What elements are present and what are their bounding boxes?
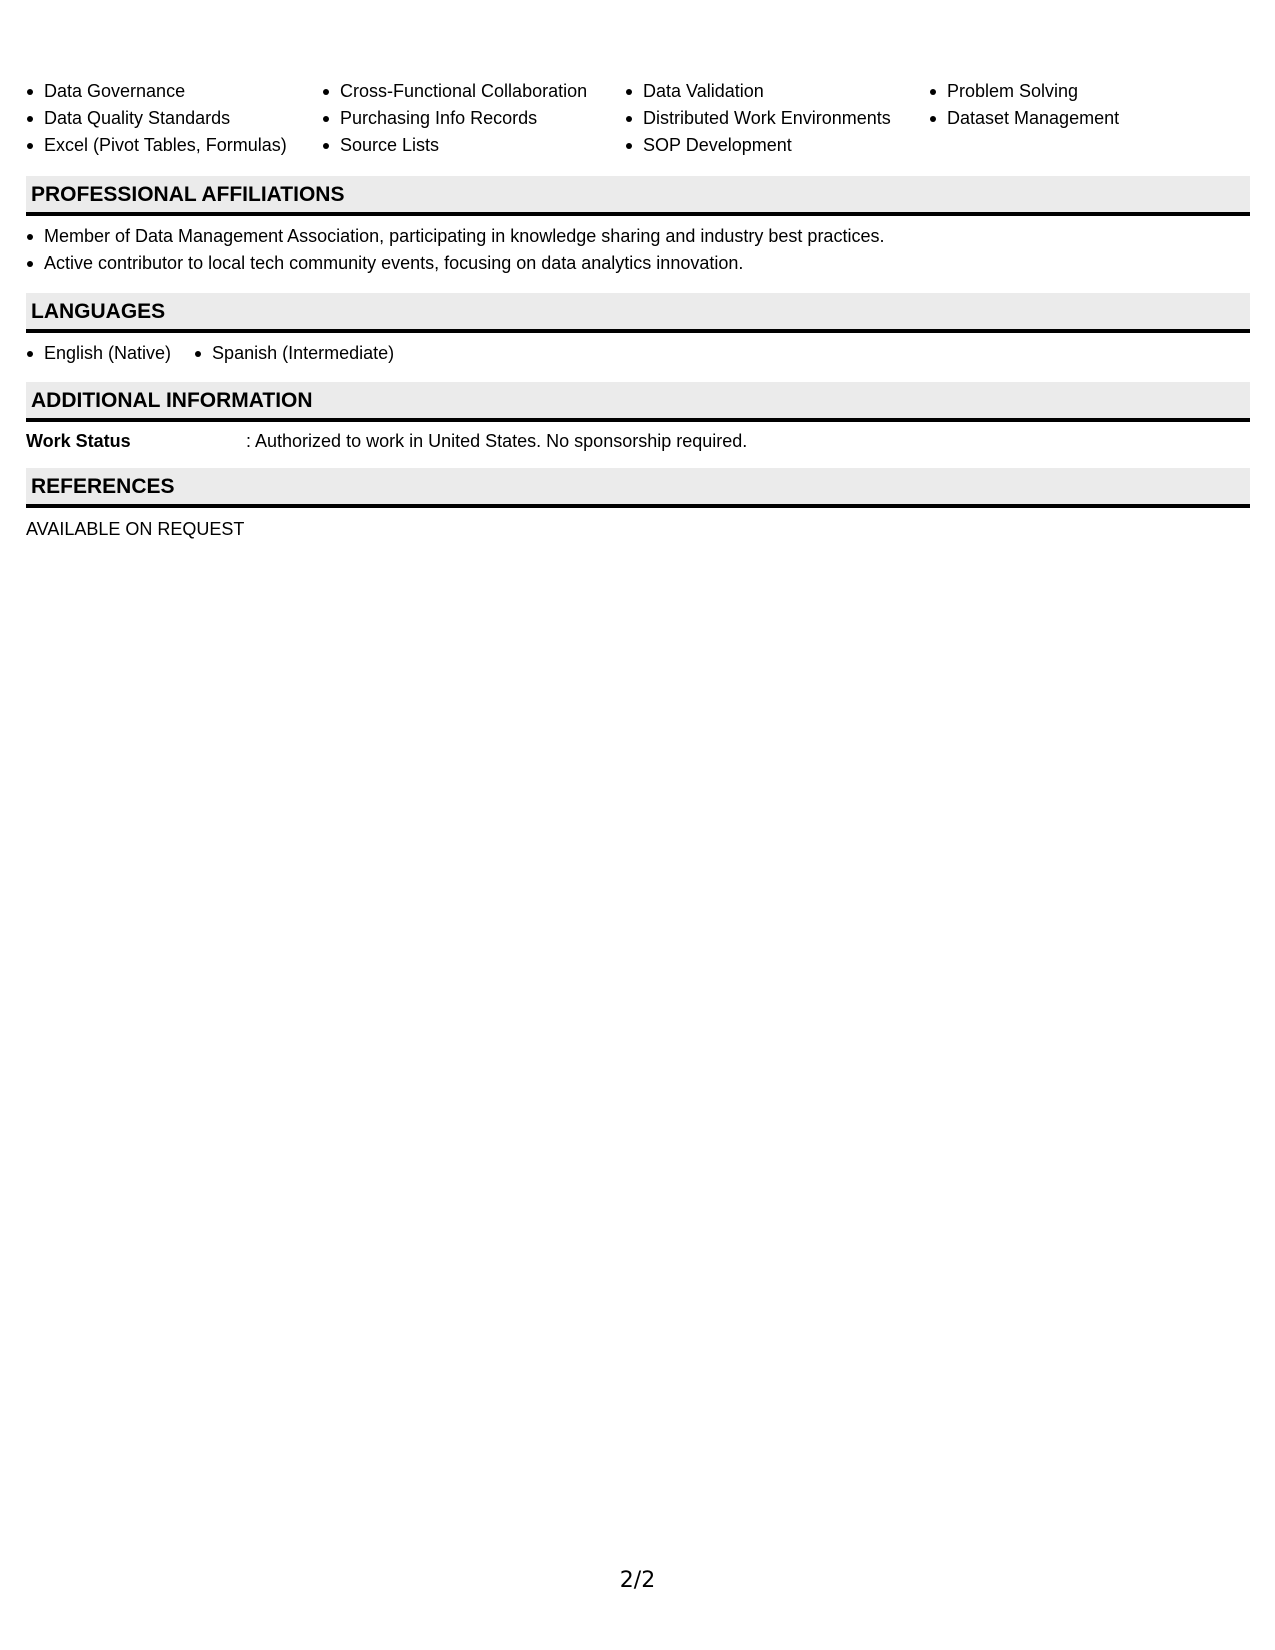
work-status-value: : Authorized to work in United States. No sponsorship required. <box>246 431 748 451</box>
skill-item: SOP Development <box>625 132 891 159</box>
language-item: English (Native) <box>26 340 171 367</box>
page-number: 2/2 <box>619 1568 656 1593</box>
skills-grid <box>26 78 1250 162</box>
section-title: ADDITIONAL INFORMATION <box>31 389 313 412</box>
affiliations-section <box>26 176 1250 277</box>
section-header <box>26 382 1250 422</box>
skills-column-1 <box>26 78 287 159</box>
affiliation-item: Active contributor to local tech community events, focusing on data analytics innovation. <box>26 250 1250 277</box>
section-header <box>26 176 1250 216</box>
work-status-label: Work Status <box>26 431 131 451</box>
section-title: PROFESSIONAL AFFILIATIONS <box>31 183 345 206</box>
additional-info-section <box>26 382 1250 455</box>
skill-item: Excel (Pivot Tables, Formulas) <box>26 132 287 159</box>
skill-item: Purchasing Info Records <box>322 105 587 132</box>
section-header <box>26 293 1250 333</box>
references-text: AVAILABLE ON REQUEST <box>26 519 245 539</box>
skills-column-4 <box>929 78 1119 132</box>
section-title: LANGUAGES <box>31 300 166 323</box>
language-item: Spanish (Intermediate) <box>194 340 394 367</box>
skills-column-3 <box>625 78 891 159</box>
skills-column-2 <box>322 78 587 159</box>
skill-item: Problem Solving <box>929 78 1119 105</box>
skill-item: Data Validation <box>625 78 891 105</box>
affiliation-item: Member of Data Management Association, participating in knowledge sharing and industry best practices. <box>26 223 1250 250</box>
section-header <box>26 468 1250 508</box>
languages-list <box>26 333 1250 367</box>
languages-section <box>26 293 1250 367</box>
skill-item: Cross-Functional Collaboration <box>322 78 587 105</box>
skill-item: Source Lists <box>322 132 587 159</box>
skill-item: Data Quality Standards <box>26 105 287 132</box>
skill-item: Distributed Work Environments <box>625 105 891 132</box>
skill-item: Dataset Management <box>929 105 1119 132</box>
affiliations-list <box>26 216 1250 277</box>
skill-item: Data Governance <box>26 78 287 105</box>
references-section <box>26 468 1250 543</box>
work-status-row <box>26 422 1250 455</box>
section-title: REFERENCES <box>31 475 175 498</box>
